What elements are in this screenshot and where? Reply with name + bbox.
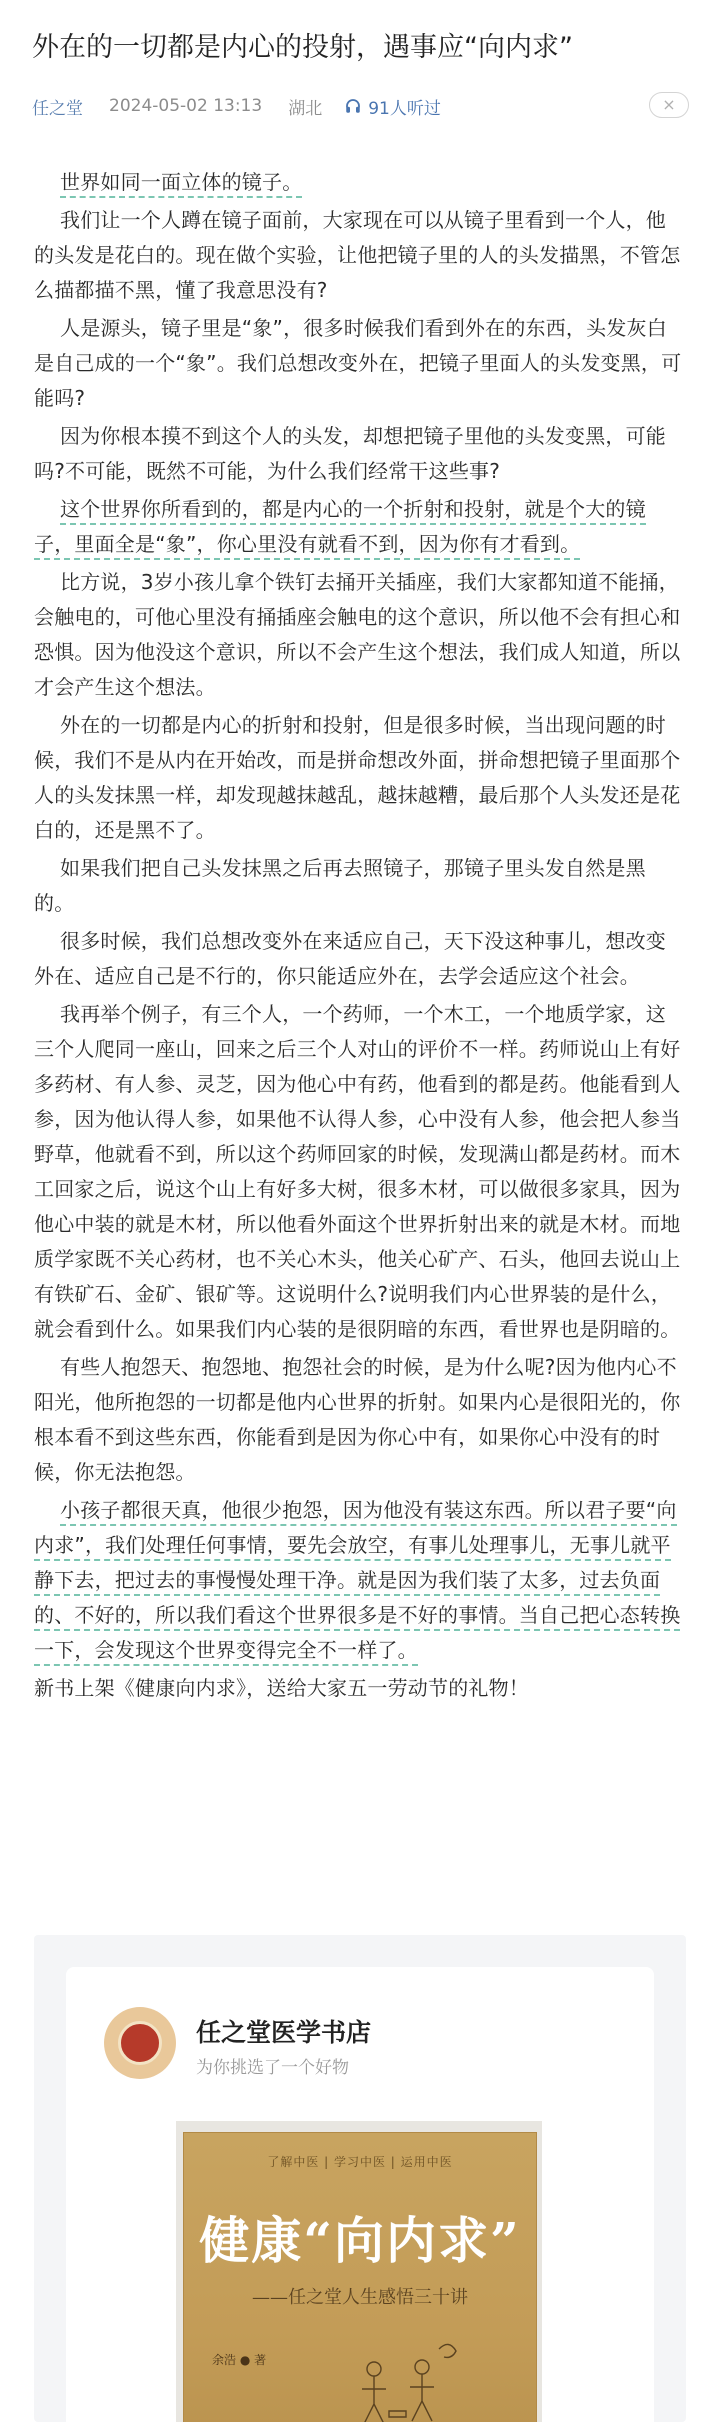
- shop-subtitle: 为你挑选了一个好物: [196, 2058, 349, 2078]
- highlighted-text: 小孩子都很天真，他很少抱怨，因为他没有装这东西。所以君子要“向内求”，我们处理任何事情，要先会放空，有事儿处理事儿，无事儿就平静下去，把过去的事慢慢处理干净。就是因为我们装了太多，过去负面的、不好的，所以我们看这个世界很多是不好的事情。当自己把心态转换一下，会发现这个世界变得完全不一样了。: [34, 1498, 680, 1666]
- product-card-container: [34, 1935, 686, 2422]
- article-body: [34, 165, 686, 1709]
- shop-name[interactable]: 任之堂医学书店: [196, 2018, 372, 2047]
- paragraph: [34, 1493, 686, 1668]
- paragraph: [34, 165, 686, 200]
- highlighted-text: 世界如同一面立体的镜子。: [60, 170, 302, 198]
- close-icon: ×: [662, 95, 676, 114]
- close-button[interactable]: [649, 92, 689, 118]
- paragraph: 我们让一个人蹲在镜子面前，大家现在可以从镜子里看到一个人，他的头发是花白的。现在做个实验，让他把镜子里的人的头发描黑，不管怎么描都描不黑，懂了我意思没有?: [34, 208, 681, 302]
- article-title: 外在的一切都是内心的投射，遇事应“向内求”: [32, 32, 573, 63]
- paragraph: 外在的一切都是内心的折射和投射，但是很多时候，当出现问题的时候，我们不是从内在开始改，而是拼命想改外面，拼命想把镜子里面那个人的头发抹黑一样，却发现越抹越乱，越抹越糟，最后那个人头发还是花白的，还是黑不了。: [34, 713, 681, 842]
- paragraph: 人是源头，镜子里是“象”，很多时候我们看到外在的东西，头发灰白是自己成的一个“象”。我们总想改变外在，把镜子里面人的头发变黑，可能吗?: [34, 316, 682, 410]
- listen-count-label: 91人听过: [368, 98, 441, 119]
- shop-avatar[interactable]: [104, 2007, 176, 2079]
- paragraph: 我再举个例子，有三个人，一个药师，一个木工，一个地质学家，这三个人爬同一座山，回来之后三个人对山的评价不一样。药师说山上有好多药材、有人参、灵芝，因为他心中有药，他看到的都是药。他能看到人参，因为他认得人参，如果他不认得人参，心中没有人参，他会把人参当野草，他就看不到，所以这个药师回家的时候，发现满山都是药材。而木工回家之后，说这个山上有好多大树，很多木材，可以做很多家具，因为他心中装的就是木材，所以他看外面这个世界折射出来的就是木材。而地质学家既不关心药材，也不关心木头，他关心矿产、石头，他回去说山上有铁矿石、金矿、银矿等。这说明什么?说明我们内心世界装的是什么，就会看到什么。如果我们内心装的是很阴暗的东西，看世界也是阴暗的。: [34, 1002, 681, 1341]
- article-meta: [32, 90, 441, 122]
- book-title: 健康“向内求”: [199, 2211, 521, 2270]
- paragraph: 很多时候，我们总想改变外在来适应自己，天下没这种事儿，想改变外在、适应自己是不行的，你只能适应外在，去学会适应这个社会。: [34, 929, 666, 988]
- book-subtitle: ——任之堂人生感悟三十讲: [252, 2287, 468, 2308]
- listen-count[interactable]: [344, 94, 441, 119]
- headphones-icon: [344, 97, 362, 115]
- publish-date: 2024-05-02 13:13: [109, 96, 263, 116]
- paragraph: 比方说，3岁小孩儿拿个铁钉去捅开关插座，我们大家都知道不能捅，会触电的，可他心里没有捅插座会触电的这个意识，所以他不会有担心和恐惧。因为他没这个意识，所以不会产生这个想法，我们成人知道，所以才会产生这个想法。: [34, 570, 681, 699]
- book-cover-image[interactable]: [184, 2133, 536, 2422]
- product-card[interactable]: [66, 1967, 654, 2422]
- paragraph: 有些人抱怨天、抱怨地、抱怨社会的时候，是为什么呢?因为他内心不阳光，他所抱怨的一切都是他内心世界的折射。如果内心是很阳光的，你根本看不到这些东西，你能看到是因为你心中有，如果你心中没有的时候，你无法抱怨。: [34, 1355, 681, 1484]
- paragraph: 新书上架《健康向内求》，送给大家五一劳动节的礼物！: [34, 1676, 529, 1700]
- highlighted-text: 这个世界你所看到的，都是内心的一个折射和投射，就是个大的镜子，里面全是“象”，你心里没有就看不到，因为你有才看到。: [34, 497, 646, 560]
- shop-logo-icon: [118, 2021, 162, 2065]
- book-top-line: 了解中医 | 学习中医 | 运用中医: [267, 2155, 453, 2169]
- paragraph: 因为你根本摸不到这个人的头发，却想把镜子里他的头发变黑，可能吗?不可能，既然不可能，为什么我们经常干这些事?: [34, 424, 666, 483]
- book-illustration-icon: [344, 2329, 464, 2422]
- author-link[interactable]: 任之堂: [32, 98, 83, 119]
- location-label: 湖北: [288, 98, 323, 119]
- paragraph: [34, 492, 686, 562]
- book-author: 余浩 ● 著: [212, 2353, 267, 2367]
- paragraph: 如果我们把自己头发抹黑之后再去照镜子，那镜子里头发自然是黑的。: [34, 856, 646, 915]
